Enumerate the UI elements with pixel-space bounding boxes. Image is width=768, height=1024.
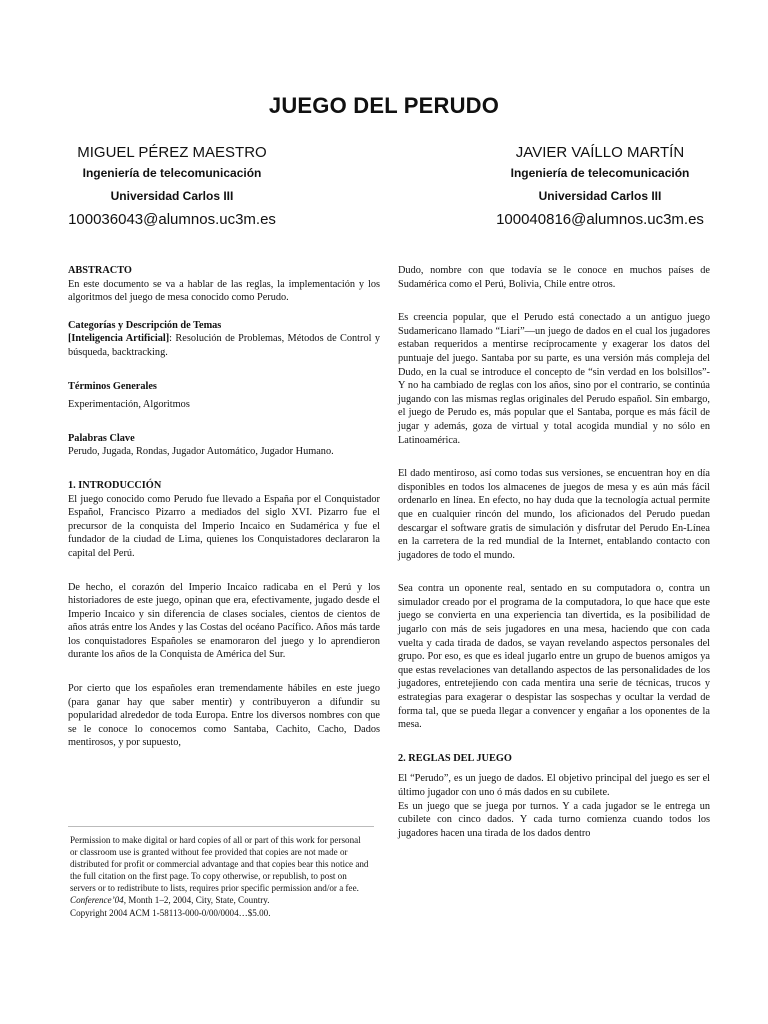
author-department: Ingeniería de telecomunicación (510, 166, 690, 180)
author-block-1 (22, 143, 322, 231)
right-paragraph-4: Sea contra un oponente real, sentado en su computadora o, contra un simulador creado por el programa de la computadora, lo que hace que este juego se convierta en una experiencia tan divertida, es la posibilidad de jugarlo con más de seis jugadores en una mesa, haciendo que con cada vuelta y cada tirada de dados, se vayan revelando aspectos personales del grupo. Por eso, es que es ideal jugarlo entre un grupo de buenos amigos ya que estas revelaciones van detallando aspectos de las personalidades de los jugadores, entretejiendo con cada mentira una serie de técnicas, trucos y estrategias para exagerar o despistar las sospechas y ocultar la verdad de forma tal, que se pueda llegar a convencer y engañar a los oponentes de la mesa. (398, 583, 710, 731)
rules-paragraph-1: El “Perudo”, es un juego de dados. El objetivo principal del juego es ser el último jugador con uno ó más dados en su cubilete. (398, 773, 710, 798)
categories-text (68, 332, 380, 359)
left-column (68, 264, 380, 750)
conference-details: , Month 1–2, 2004, City, State, Country. (123, 895, 270, 906)
author-block-2 (450, 143, 750, 231)
abstract-text: En este documento se va a hablar de las reglas, la implementación y los algoritmos del juego de mesa conocido como Perudo. (68, 278, 380, 304)
categories-body: : Resolución de Problemas, Métodos de Control y búsqueda, backtracking. (68, 333, 380, 358)
author-email: 100036043@alumnos.uc3m.es (68, 211, 276, 228)
keywords-text: Perudo, Jugada, Rondas, Jugador Automático, Jugador Humano. (68, 446, 334, 458)
intro-heading: 1. INTRODUCCIÓN (68, 479, 162, 491)
right-paragraph-2: Es creencia popular, que el Perudo está conectado a un antiguo juego Sudamericano llamado “Liari”—un juego de dados en el cual los jugadores estaban requeridos a mentirse recíprocamente y exagerar los datos del puntuaje del juego. Santaba por su parte, es una versión más compleja del Dudo, en la cual se introduce el concepto de “sin verdad en los bolsillos”- Y no ha cambiado de reglas con los años, sino por el contrario, se continúa jugando con las mismas reglas originales del Perudo español. Sin embargo, el juego de Perudo es, más popular que el Santaba, porque es más fácil de jugar y además, goza de virtual y total acogida mundial y no sólo en Latinoamérica. (398, 312, 710, 446)
conference-name: Conference’04 (70, 895, 124, 906)
author-university: Universidad Carlos III (110, 189, 234, 203)
rules-paragraph-2: Es un juego que se juega por turnos. Y a cada jugador se le entrega un cubilete con cinco dados. Y cada turno comienza cuando todos los jugadores hacen una tirada de los dados dentro (398, 800, 710, 839)
terms-text: Experimentación, Algoritmos (68, 399, 190, 411)
rules-heading: 2. REGLAS DEL JUEGO (398, 752, 512, 764)
intro-paragraph-1: El juego conocido como Perudo fue llevado a España por el Conquistador Español, Francisco Pizarro a mediados del siglo XVI. Pizarro fue el precursor de la conquista del Imperio Incaico en Sudamérica y fue el fundador de la ciudad de Lima, quienes los Conquistadores declararon la capital del Perú. (68, 493, 380, 559)
abstract-heading: ABSTRACTO (68, 265, 132, 276)
intro-paragraph-3: Por cierto que los españoles eran tremendamente hábiles en este juego (para ganar hay que saber mentir) y contribuyeron a difundir su popularidad alrededor de toda Europa. Entre los diversos nombres con que se le conoce lo conocemos como Santaba, Cachito, Cacho, Dados mentirosos, y por supuesto, (68, 683, 380, 749)
categories-heading: Categorías y Descripción de Temas (68, 319, 222, 331)
copyright-line: Copyright 2004 ACM 1-58113-000-0/00/0004…$5.00. (70, 907, 271, 918)
conference-line (70, 894, 370, 906)
permission-notice (70, 834, 370, 919)
author-university: Universidad Carlos III (538, 189, 662, 203)
permission-divider (68, 826, 374, 827)
categories-prefix: [Inteligencia Artificial] (68, 333, 170, 345)
terms-heading: Términos Generales (68, 380, 157, 392)
author-department: Ingeniería de telecomunicación (82, 166, 262, 180)
author-name: JAVIER VAÍLLO MARTÍN (515, 144, 685, 161)
paper-title: JUEGO DEL PERUDO (268, 93, 500, 118)
right-paragraph-3: El dado mentiroso, así como todas sus versiones, se encuentran hoy en día disponibles en todos los almacenes de juegos de mesa y es aún más fácil ordenarlo en línea. En efecto, no hay duda que la tecnología actual permite que en cualquier rincón del mundo, los aficionados del Perudo puedan descargar el software gratis de simulación y disfrutar del Perudo En-Línea en la carretera de la red mundial de la Internet, entablando contacto con jugadores de todo el mundo. (398, 468, 710, 561)
keywords-heading: Palabras Clave (68, 432, 135, 444)
intro-paragraph-2: De hecho, el corazón del Imperio Incaico radicaba en el Perú y los historiadores de este juego, opinan que era, efectivamente, jugado desde el Imperio Incaico y sin diferencia de clases sociales, cientos de cientos de años atrás entre los Andes y las Costas del océano Pacífico. Años más tarde los conquistadores Españoles se enamoraron del juego y lo aprendieron durante los años de la Conquista de América del Sur. (68, 581, 380, 661)
right-column (398, 264, 710, 840)
permission-text: Permission to make digital or hard copies of all or part of this work for personal or classroom use is granted without fee provided that copies are not made or distributed for profit or commercial advantage and that copies bear this notice and the full citation on the first page. To copy otherwise, or republish, to post on servers or to redistribute to lists, requires prior specific permission and/or a fee. (70, 835, 369, 894)
right-paragraph-1: Dudo, nombre con que todavía se le conoce en muchos países de Sudamérica como el Perú, Bolivia, Chile entre otros. (398, 265, 710, 290)
author-email: 100040816@alumnos.uc3m.es (496, 211, 704, 228)
author-name: MIGUEL PÉREZ MAESTRO (77, 144, 267, 161)
